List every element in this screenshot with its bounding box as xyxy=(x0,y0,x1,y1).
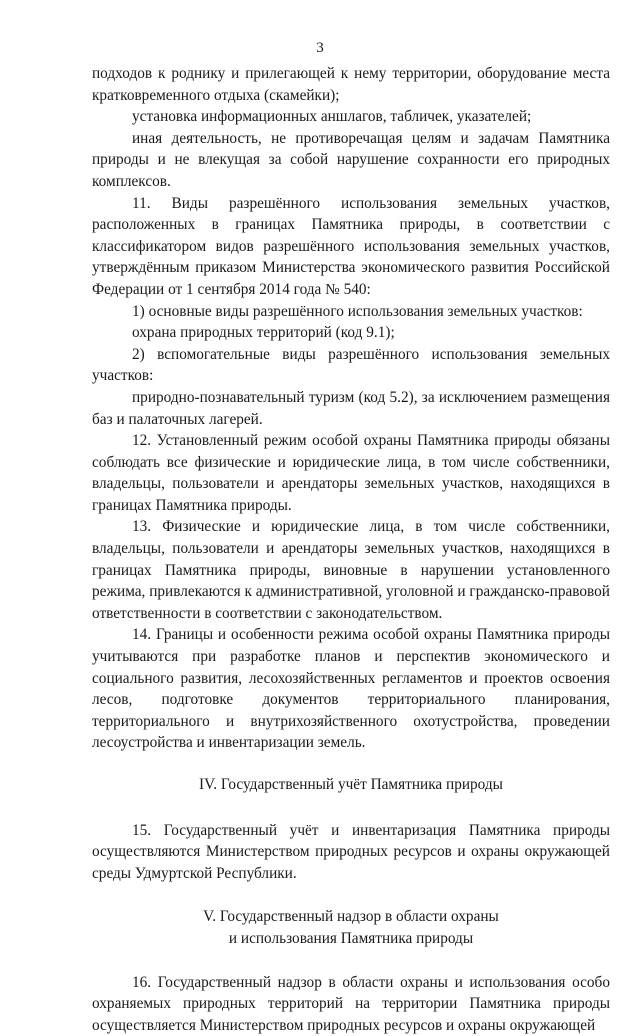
paragraph-item-15: 15. Государственный учёт и инвентаризация Памятника природы осуществляются Министерством природных ресурсов и охраны окружающей среды Удмуртской Республики. xyxy=(92,821,610,882)
paragraph-item-14: 14. Границы и особенности режима особой охраны Памятника природы учитываются при разработке планов и перспектив экономического и социального развития, лесохозяйственных регламентов и проектов освоения лесов, подготовке документов территориального планирования, территориального и внутрихозяйственного охотустройства, проведении лесоустройства и инвентаризации земель. xyxy=(92,626,610,752)
paragraph: установка информационных аншлагов, табличек, указателей; xyxy=(132,108,532,126)
paragraph: 1) основные виды разрешённого использования земельных участков: xyxy=(132,302,583,320)
section-heading-v-line2: и использования Памятника природы xyxy=(228,929,474,947)
paragraph: подходов к роднику и прилегающей к нему территории, оборудование места кратковременного отдыха (скамейки); xyxy=(92,65,610,104)
section-heading-iv: IV. Государственный учёт Памятника природы xyxy=(199,776,503,793)
section-heading-v-line1: V. Государственный надзор в области охраны xyxy=(203,908,499,926)
paragraph-item-13: 13. Физические и юридические лица, в том числе собственники, владельцы, пользователи и арендаторы земельных участков, находящихся в границах Памятника природы, виновные в нарушении установленного режима, привлекаются к административной, уголовной и гражданско-правовой ответственности в соответствии с законодательством. xyxy=(92,518,610,622)
document-body xyxy=(92,63,610,1036)
paragraph-item-16: 16. Государственный надзор в области охраны и использования особо охраняемых природных территорий на территории Памятника природы осуществляется Министерством природных ресурсов и охраны окружающей xyxy=(92,973,610,1034)
paragraph: охрана природных территорий (код 9.1); xyxy=(132,324,395,342)
paragraph: иная деятельность, не противоречащая целям и задачам Памятника природы и не влекущая за собой нарушение сохранности его природных комплексов. xyxy=(92,129,610,190)
paragraph: 2) вспомогательные виды разрешённого использования земельных участков: xyxy=(92,345,610,385)
paragraph-item-12: 12. Установленный режим особой охраны Памятника природы обязаны соблюдать все физические и юридические лица, в том числе собственники, владельцы, пользователи и арендаторы земельных участков, находящихся в границах Памятника природы. xyxy=(92,432,610,514)
page-number: 3 xyxy=(316,40,324,56)
paragraph: природно-познавательный туризм (код 5.2), за исключением размещения баз и палаточных лагерей. xyxy=(92,388,610,428)
paragraph-item-11: 11. Виды разрешённого использования земельных участков, расположенных в границах Памятника природы, в соответствии с классификатором видов разрешённого использования земельных участков, утверждённым приказом Министерства экономического развития Российской Федерации от 1 сентября 2014 года № 540: xyxy=(92,194,610,298)
